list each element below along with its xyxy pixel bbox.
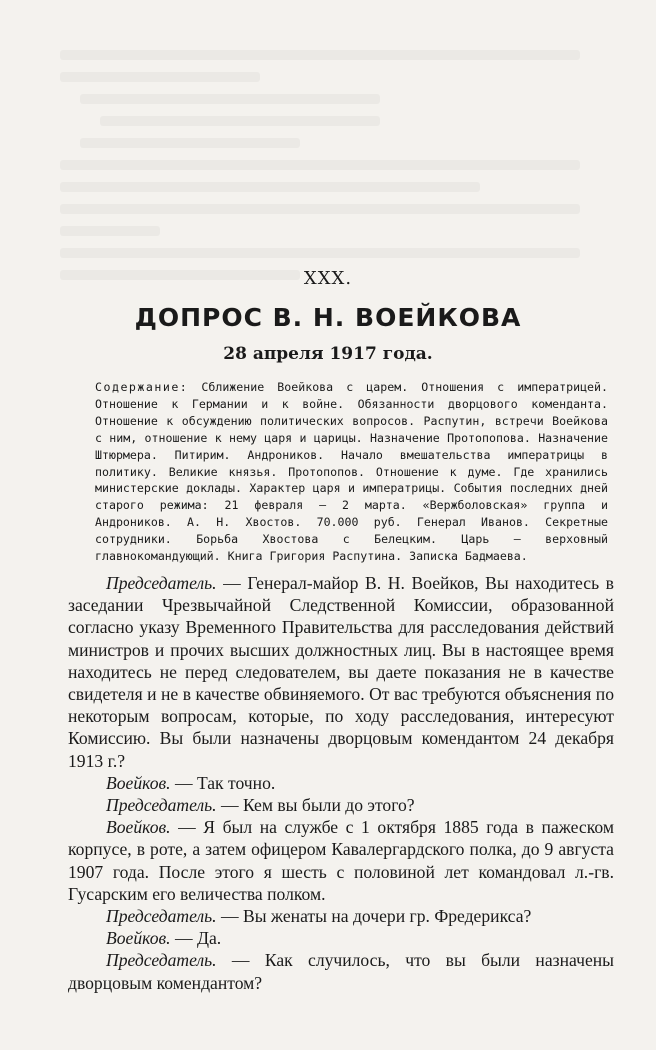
contents-label: Содержание: <box>95 380 189 394</box>
dialogue-line <box>68 927 614 949</box>
dialogue-line <box>68 794 614 816</box>
dialogue-line <box>68 949 614 993</box>
speaker: Воейков. <box>106 772 171 793</box>
line-text: — Кем вы были до этого? <box>216 795 415 816</box>
speaker: Воейков. <box>106 928 171 949</box>
dialogue-line <box>68 772 614 794</box>
chapter-number: XXX. <box>303 268 353 289</box>
contents-text: Сближение Воейкова с царем. Отношения с императрицей. Отношение к Германии и к войне. Обязанности дворцового коменданта. Отношение к обсуждению политических вопросов. Распутин, встречи Воейкова с ним, отношение к нему царя и царицы. Назначение Протопопова. Назначение Штюрмера. Питирим. Андроников. Начало вмешательства императрицы в политику. Великие князья. Протопопов. Отношение к думе. Где хранились министерские доклады. Характер царя и императрицы. События последних дней старого режима: 21 февраля — 2 марта. «Вержболовская» группа и Андроников. А. Н. Хвостов. 70.000 руб. Генерал Иванов. Секретные сотрудники. Борьба Хвостова с Белецким. Царь — верховный главнокомандующий. Книга Григория Распутина. Записка Бадмаева. <box>95 380 608 564</box>
speaker: Председатель. <box>106 950 217 971</box>
chapter-title: ДОПРОС В. Н. ВОЕЙКОВА <box>134 303 522 332</box>
line-text: — Как случилось, что вы были назначены дворцовым комендантом? <box>68 950 614 993</box>
line-text: — Вы женаты на дочери гр. Фредерикса? <box>216 906 532 927</box>
line-text: — Генерал-майор В. Н. Воейков, Вы находитесь в заседании Чрезвычайной Следственной Комиссии, образованной согласно указу Временного Правительства для расследования действий министров и прочих высших должностных лиц. Вы в настоящее время находитесь не перед следователем, вы даете показания не в качестве свидетеля и не в качестве обвиняемого. От вас требуются объяснения по некоторым вопросам, которые, по ходу расследования, интересуют Комиссию. Вы были назначены дворцовым комендантом 24 декабря 1913 г.? <box>68 573 614 771</box>
line-text: — Да. <box>170 928 222 949</box>
dialogue-line <box>68 905 614 927</box>
show-through-text <box>60 40 620 300</box>
speaker: Воейков. <box>106 817 171 838</box>
dialogue-line <box>68 572 614 772</box>
dialogue-line <box>68 816 614 905</box>
line-text: — Так точно. <box>170 772 276 793</box>
contents-summary <box>95 379 608 565</box>
speaker: Председатель. <box>106 573 217 593</box>
speaker: Председатель. <box>106 795 217 816</box>
line-text: — Я был на службе с 1 октября 1885 года в пажеском корпусе, в роте, а затем офицером Кавалергардского полка, до 9 августа 1907 года. После этого я шесть с половиной лет командовал л.-гв. Гусарским его величества полком. <box>68 817 614 904</box>
speaker: Председатель. <box>106 906 217 927</box>
chapter-date: 28 апреля 1917 года. <box>223 344 433 364</box>
dialogue <box>68 572 614 994</box>
